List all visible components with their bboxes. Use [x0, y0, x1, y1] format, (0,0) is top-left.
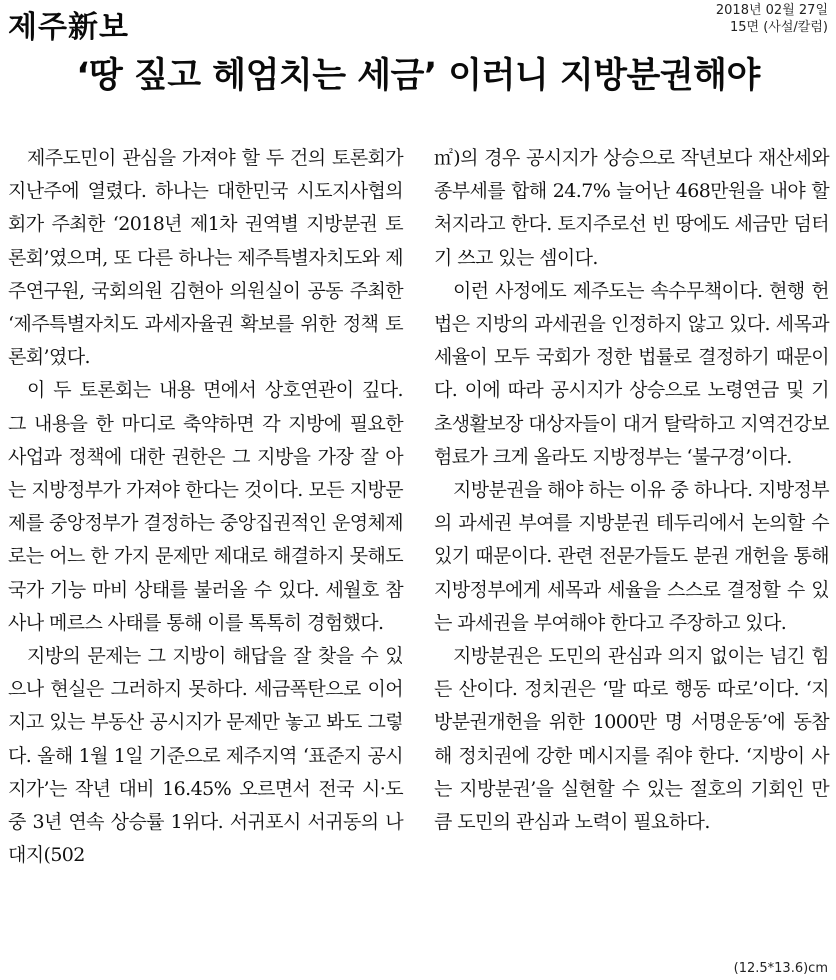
paragraph: 제주도민이 관심을 가져야 할 두 건의 토론회가 지난주에 열렸다. 하나는 대한민국 시도지사협의회가 주최한 ‘2018년 제1차 권역별 지방분권 토론회’였으며, 또 다른 하나는 제주특별자치도와 제주연구원, 국회의원 김현아 의원실이 공동 주최한 ‘제주특별자치도 과세자율권 확보를 위한 정책 토론회’였다.: [8, 147, 403, 369]
newspaper-masthead: 제주新보: [8, 10, 129, 45]
paragraph: 지방의 문제는 그 지방이 해답을 잘 찾을 수 있으나 현실은 그러하지 못하다. 세금폭탄으로 이어지고 있는 부동산 공시지가 문제만 놓고 봐도 그렇다. 올해 1월 1일 기준으로 제주지역 ‘표준지 공시지가’는 작년 대비 16.45% 오르면서 전국 시·도 중 3년 연속 상승률 1위다. 서귀포시 서귀동의 나대지(502: [8, 645, 403, 867]
article-size-note: (12.5*13.6)cm: [733, 961, 828, 976]
article-meta: [716, 2, 828, 36]
page-section: 15면 (사설/칼럼): [730, 20, 828, 35]
left-column: [8, 142, 403, 872]
paragraph-continuation: ㎡)의 경우 공시지가 상승으로 작년보다 재산세와 종부세를 합해 24.7% 늘어난 468만원을 내야 할 처지라고 한다. 토지주로선 빈 땅에도 세금만 덤터기 쓰고 있는 셈이다.: [434, 147, 829, 269]
article-headline: ‘땅 짚고 헤엄치는 세금’ 이러니 지방분권해야: [76, 56, 760, 96]
paragraph: 이런 사정에도 제주도는 속수무책이다. 현행 헌법은 지방의 과세권을 인정하지 않고 있다. 세목과 세율이 모두 국회가 정한 법률로 결정하기 때문이다. 이에 따라 공시지가 상승으로 노령연금 및 기초생활보장 대상자들이 대거 탈락하고 지역건강보험료가 크게 올라도 지방정부는 ‘불구경’이다.: [434, 279, 829, 468]
right-column: [434, 142, 829, 839]
paragraph: 지방분권을 해야 하는 이유 중 하나다. 지방정부의 과세권 부여를 지방분권 테두리에서 논의할 수 있기 때문이다. 관련 전문가들도 분권 개헌을 통해 지방정부에게 세목과 세율을 스스로 결정할 수 있는 과세권을 부여해야 한다고 주장하고 있다.: [434, 479, 829, 634]
paragraph: 이 두 토론회는 내용 면에서 상호연관이 깊다. 그 내용을 한 마디로 축약하면 각 지방에 필요한 사업과 정책에 대한 권한은 그 지방을 가장 잘 아는 지방정부가 가져야 한다는 것이다. 모든 지방문제를 중앙정부가 결정하는 중앙집권적인 운영체제로는 어느 한 가지 문제만 제대로 해결하지 못해도 국가 기능 마비 상태를 불러올 수 있다. 세월호 참사나 메르스 사태를 통해 이를 톡톡히 경험했다.: [8, 379, 403, 634]
paragraph: 지방분권은 도민의 관심과 의지 없이는 넘긴 힘든 산이다. 정치권은 ‘말 따로 행동 따로’이다. ‘지방분권개헌을 위한 1000만 명 서명운동’에 동참해 정치권에 강한 메시지를 줘야 한다. ‘지방이 사는 지방분권’을 실현할 수 있는 절호의 기회인 만큼 도민의 관심과 노력이 필요하다.: [434, 645, 829, 834]
publication-date: 2018년 02월 27일: [715, 3, 828, 18]
